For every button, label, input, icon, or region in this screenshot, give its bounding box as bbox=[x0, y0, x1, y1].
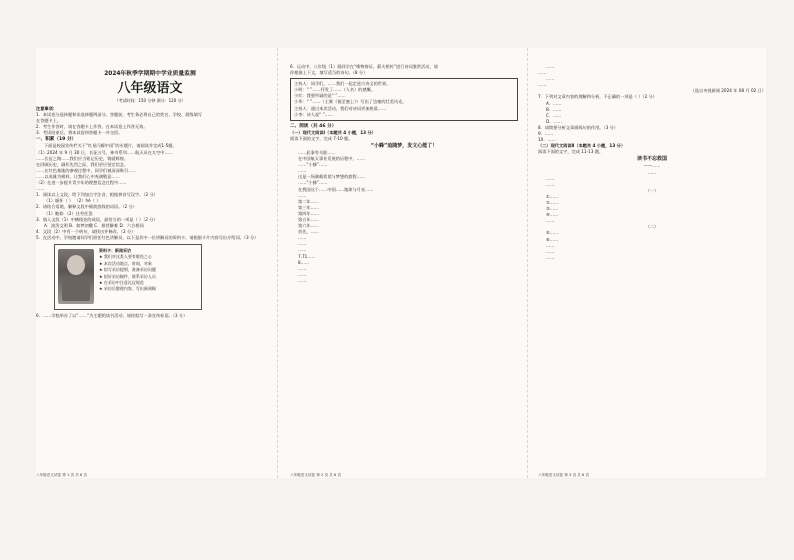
subject-title: 八年级语文 bbox=[117, 81, 183, 96]
article-line: …… bbox=[546, 254, 555, 260]
card-line: ★ 拟写采访提纲，准备采访问题 bbox=[99, 267, 156, 273]
question-line: 6．运动中，八年级（1）班同学在“唯物辩证，薪火相传”进行诗词鉴赏活动，请 bbox=[290, 64, 438, 69]
article-line: 第三年…… bbox=[298, 204, 319, 210]
page-column-1 bbox=[36, 48, 264, 478]
text-line: （1）2024 年 9 月 30 日，长征五号，神舟系列……航天员在太空中…… bbox=[36, 149, 173, 155]
article-line: …… bbox=[298, 192, 307, 198]
article-line: …… bbox=[298, 235, 307, 241]
article-line: …… bbox=[298, 265, 307, 271]
exam-meta: （考试时间：150 分钟 满分：120 分） bbox=[114, 98, 186, 103]
article-line: …… bbox=[298, 247, 307, 253]
article-line: …… bbox=[298, 168, 307, 174]
article-line: 第六年…… bbox=[298, 223, 319, 229]
poem-line: 小华：“ ”……（王维《使至塞上》）写出了边塞的壮美风光。 bbox=[294, 99, 407, 105]
page-column-2 bbox=[290, 48, 518, 478]
note-line: 1．本试卷分选择题和非选择题两部分。答题前，考生务必将自己的姓名、学校、班级填写 bbox=[36, 112, 202, 118]
article-line: 8…… bbox=[298, 259, 310, 265]
note-line: 在答题卡上。 bbox=[36, 118, 62, 124]
card-line: ★ 在采访中注意礼仪规范 bbox=[99, 280, 144, 285]
text-line: （2）在进一步提升青少年的理想信念过程中…… bbox=[36, 180, 127, 186]
article-line: …… bbox=[546, 181, 555, 187]
article-line: 在我国这个……中国……地球与月亮…… bbox=[298, 186, 374, 192]
photo-face bbox=[67, 255, 85, 275]
article-line: …… bbox=[546, 248, 555, 254]
note-line: 2．考生作答时，请在答题卡上作答，在本试卷上作答无效。 bbox=[36, 124, 148, 130]
article-line: 7.71…… bbox=[298, 253, 316, 259]
article-line: 这是一场满载希望与梦想的旅程…… bbox=[298, 174, 366, 180]
article-line: 第五年…… bbox=[298, 216, 319, 222]
question-line: 9．…… bbox=[538, 131, 554, 137]
note-line: 3．考试结束后，将本试卷和答题卡一并交回。 bbox=[36, 130, 123, 136]
text-line: ……以英雄为榜样，让我们心中充满敬意…… bbox=[36, 173, 120, 179]
question-line: 1．阅读以上文段，给下列加点字注音，根据拼音写汉字。（2 分） bbox=[36, 192, 158, 198]
article-line: ②…… bbox=[546, 199, 559, 205]
choice-option: D．…… bbox=[546, 118, 562, 124]
question-line: （1）瞻仰 （2）任劳任怨 bbox=[44, 210, 93, 216]
article-line: ①…… bbox=[546, 193, 559, 199]
text-line: ……长征之路……我们应当铭记历史，铸就辉煌。 bbox=[36, 155, 129, 161]
card-line: ★ 本次活动地点、时间、对象 bbox=[99, 260, 152, 266]
article-line: ……此事有关联…… bbox=[298, 149, 336, 155]
article-line: ④…… bbox=[546, 212, 559, 218]
section-number: （二） bbox=[645, 224, 659, 230]
question-line: 6．……学校举办了以“……”为主题的读书活动，请你拟写一条宣传标语。（3 分） bbox=[36, 312, 188, 318]
source-note: （选自央视新闻 2024 年 08 月 02 日） bbox=[690, 88, 766, 94]
exam-title: 2024年秋季学期期中学业质量监测 bbox=[104, 71, 196, 77]
sub-heading: （二）现代文阅读Ⅱ（本题共 4 小题，13 分） bbox=[538, 143, 626, 149]
article-line: …… bbox=[546, 242, 555, 248]
card-line: ★ 拟好采访稿件，联系采访人员 bbox=[99, 273, 156, 279]
poem-line: 小李：诗人说“ ”…… bbox=[294, 111, 334, 117]
choice-option: C．…… bbox=[546, 112, 562, 118]
person-photo bbox=[58, 249, 94, 304]
poem-line: 小明：“ ”……抒发了……（人名）的感慨。 bbox=[294, 87, 376, 93]
info-card bbox=[54, 244, 202, 310]
question-line: 5．在活动中，学校邀请同学们担任红色讲解员，以下是其中一位讲解员的资料卡，请根据卡片内容写出介绍词。（3 分） bbox=[36, 234, 259, 240]
page-column-3 bbox=[538, 48, 766, 478]
article-line: …… bbox=[538, 70, 547, 76]
article-line: …… bbox=[546, 76, 555, 82]
article-line: ③…… bbox=[546, 206, 559, 212]
choice-option: A．…… bbox=[546, 100, 562, 106]
question-line: 7．下列对文章内容的理解和分析，不正确的一项是（ ）（2 分） bbox=[538, 94, 657, 100]
card-title: 资料卡：新闻采访 bbox=[99, 247, 131, 253]
article-line: …… bbox=[546, 175, 555, 181]
poem-line: 小红：我要吟诵的是“ ”…… bbox=[294, 93, 346, 99]
article-line: ⑥…… bbox=[546, 236, 559, 242]
question-line: 你根据上下文，填写适当的诗句。（8 分） bbox=[290, 70, 368, 76]
page-footer: 八年级语文试卷 第 2 页 共 6 页 bbox=[290, 473, 341, 477]
article-subtitle: ——…… bbox=[643, 163, 661, 169]
page-footer: 八年级语文试卷 第 3 页 共 6 页 bbox=[538, 473, 589, 477]
text-line: 在回顾历史，缅怀先烈之际，我们更应坚定信念。 bbox=[36, 161, 129, 167]
page-footer: 八年级语文试卷 第 1 页 共 6 页 bbox=[36, 473, 87, 477]
article-line: 首先，…… bbox=[298, 229, 319, 235]
card-text bbox=[99, 248, 199, 293]
column-divider bbox=[277, 48, 278, 478]
question-line: 10．…… bbox=[538, 137, 556, 143]
column-divider bbox=[527, 48, 528, 478]
article-line: 第二年…… bbox=[298, 198, 319, 204]
sub-heading-instruction: 阅读下面的文字，完成 7-10 题。 bbox=[290, 135, 353, 141]
question-line: 3．填入文段（1）中横线处的成语，最恰当的一项是（ ）（2 分） bbox=[36, 216, 158, 222]
question-line: 2．请结合语境，解释文段中画波浪线的词语。（2 分） bbox=[36, 204, 137, 210]
choice-option: B．…… bbox=[546, 106, 562, 112]
article-line: ……“小蜂”…… bbox=[298, 180, 328, 186]
poem-line: 主持人：通过本次活动，我们对诗词更加热爱…… bbox=[294, 105, 387, 111]
question-line: 4．文段（2）中有一个病句，请找出并修改。（2 分） bbox=[36, 228, 136, 234]
sub-heading: （一）现代文阅读Ⅰ（本题共 4 小题，13 分） bbox=[290, 129, 376, 135]
article-line: 第四年…… bbox=[298, 210, 319, 216]
article-line: …… bbox=[538, 82, 547, 88]
text-line: ……在红色基地的参观过程中，同学们被深深吸引…… bbox=[36, 167, 137, 173]
poem-line: 主持人：同学们，……我们一起走进古诗文的世界。 bbox=[294, 81, 391, 87]
article-line: ……“小蜂”…… bbox=[298, 162, 328, 168]
exam-sheet bbox=[36, 48, 766, 478]
card-line: ★ 采访后整理内容，写出新闻稿 bbox=[99, 286, 156, 292]
choice-options: A．油泼文明 B．如梦初醒 C．排忧解难 D．六合相同 bbox=[44, 222, 144, 228]
article-line: 在中国航天事业发展的历程中，…… bbox=[298, 156, 366, 162]
text-line: 下面是校园宣传栏关于“红星闪耀中国”的专题片，请阅读并完成1-5题。 bbox=[44, 143, 177, 149]
part-heading: 一、积累（19 分） bbox=[36, 137, 77, 143]
article-line: …… bbox=[298, 271, 307, 277]
article-title: 读书不忘救国 bbox=[636, 156, 667, 163]
text-line: …… bbox=[36, 186, 45, 192]
article-line: …… bbox=[546, 64, 555, 69]
article-line: …… bbox=[298, 277, 307, 283]
section-number: （一） bbox=[645, 187, 659, 193]
article-title: “小蜂”追随梦，发文心能了！ bbox=[370, 142, 438, 149]
card-line: ★ 我们对这类人要有敬畏之心 bbox=[99, 254, 152, 260]
article-line: ⑤…… bbox=[546, 230, 559, 236]
question-line: （1）缅怀（ ） （2）hè（ ） bbox=[44, 198, 101, 204]
article-line: …… bbox=[546, 218, 555, 224]
photo-body bbox=[62, 277, 90, 301]
article-line: …… bbox=[298, 241, 307, 247]
question-line: 8．请简要分析文章画线句的作用。（3 分） bbox=[538, 124, 618, 130]
poem-dialogue-box bbox=[290, 78, 518, 121]
notes-title: 注意事项： bbox=[36, 106, 57, 111]
article-author: …… bbox=[647, 169, 657, 175]
sub-heading-instruction: 阅读下面的文字，完成 11-13 题。 bbox=[538, 149, 604, 155]
part-heading: 二、阅读（共 46 分） bbox=[290, 123, 337, 129]
